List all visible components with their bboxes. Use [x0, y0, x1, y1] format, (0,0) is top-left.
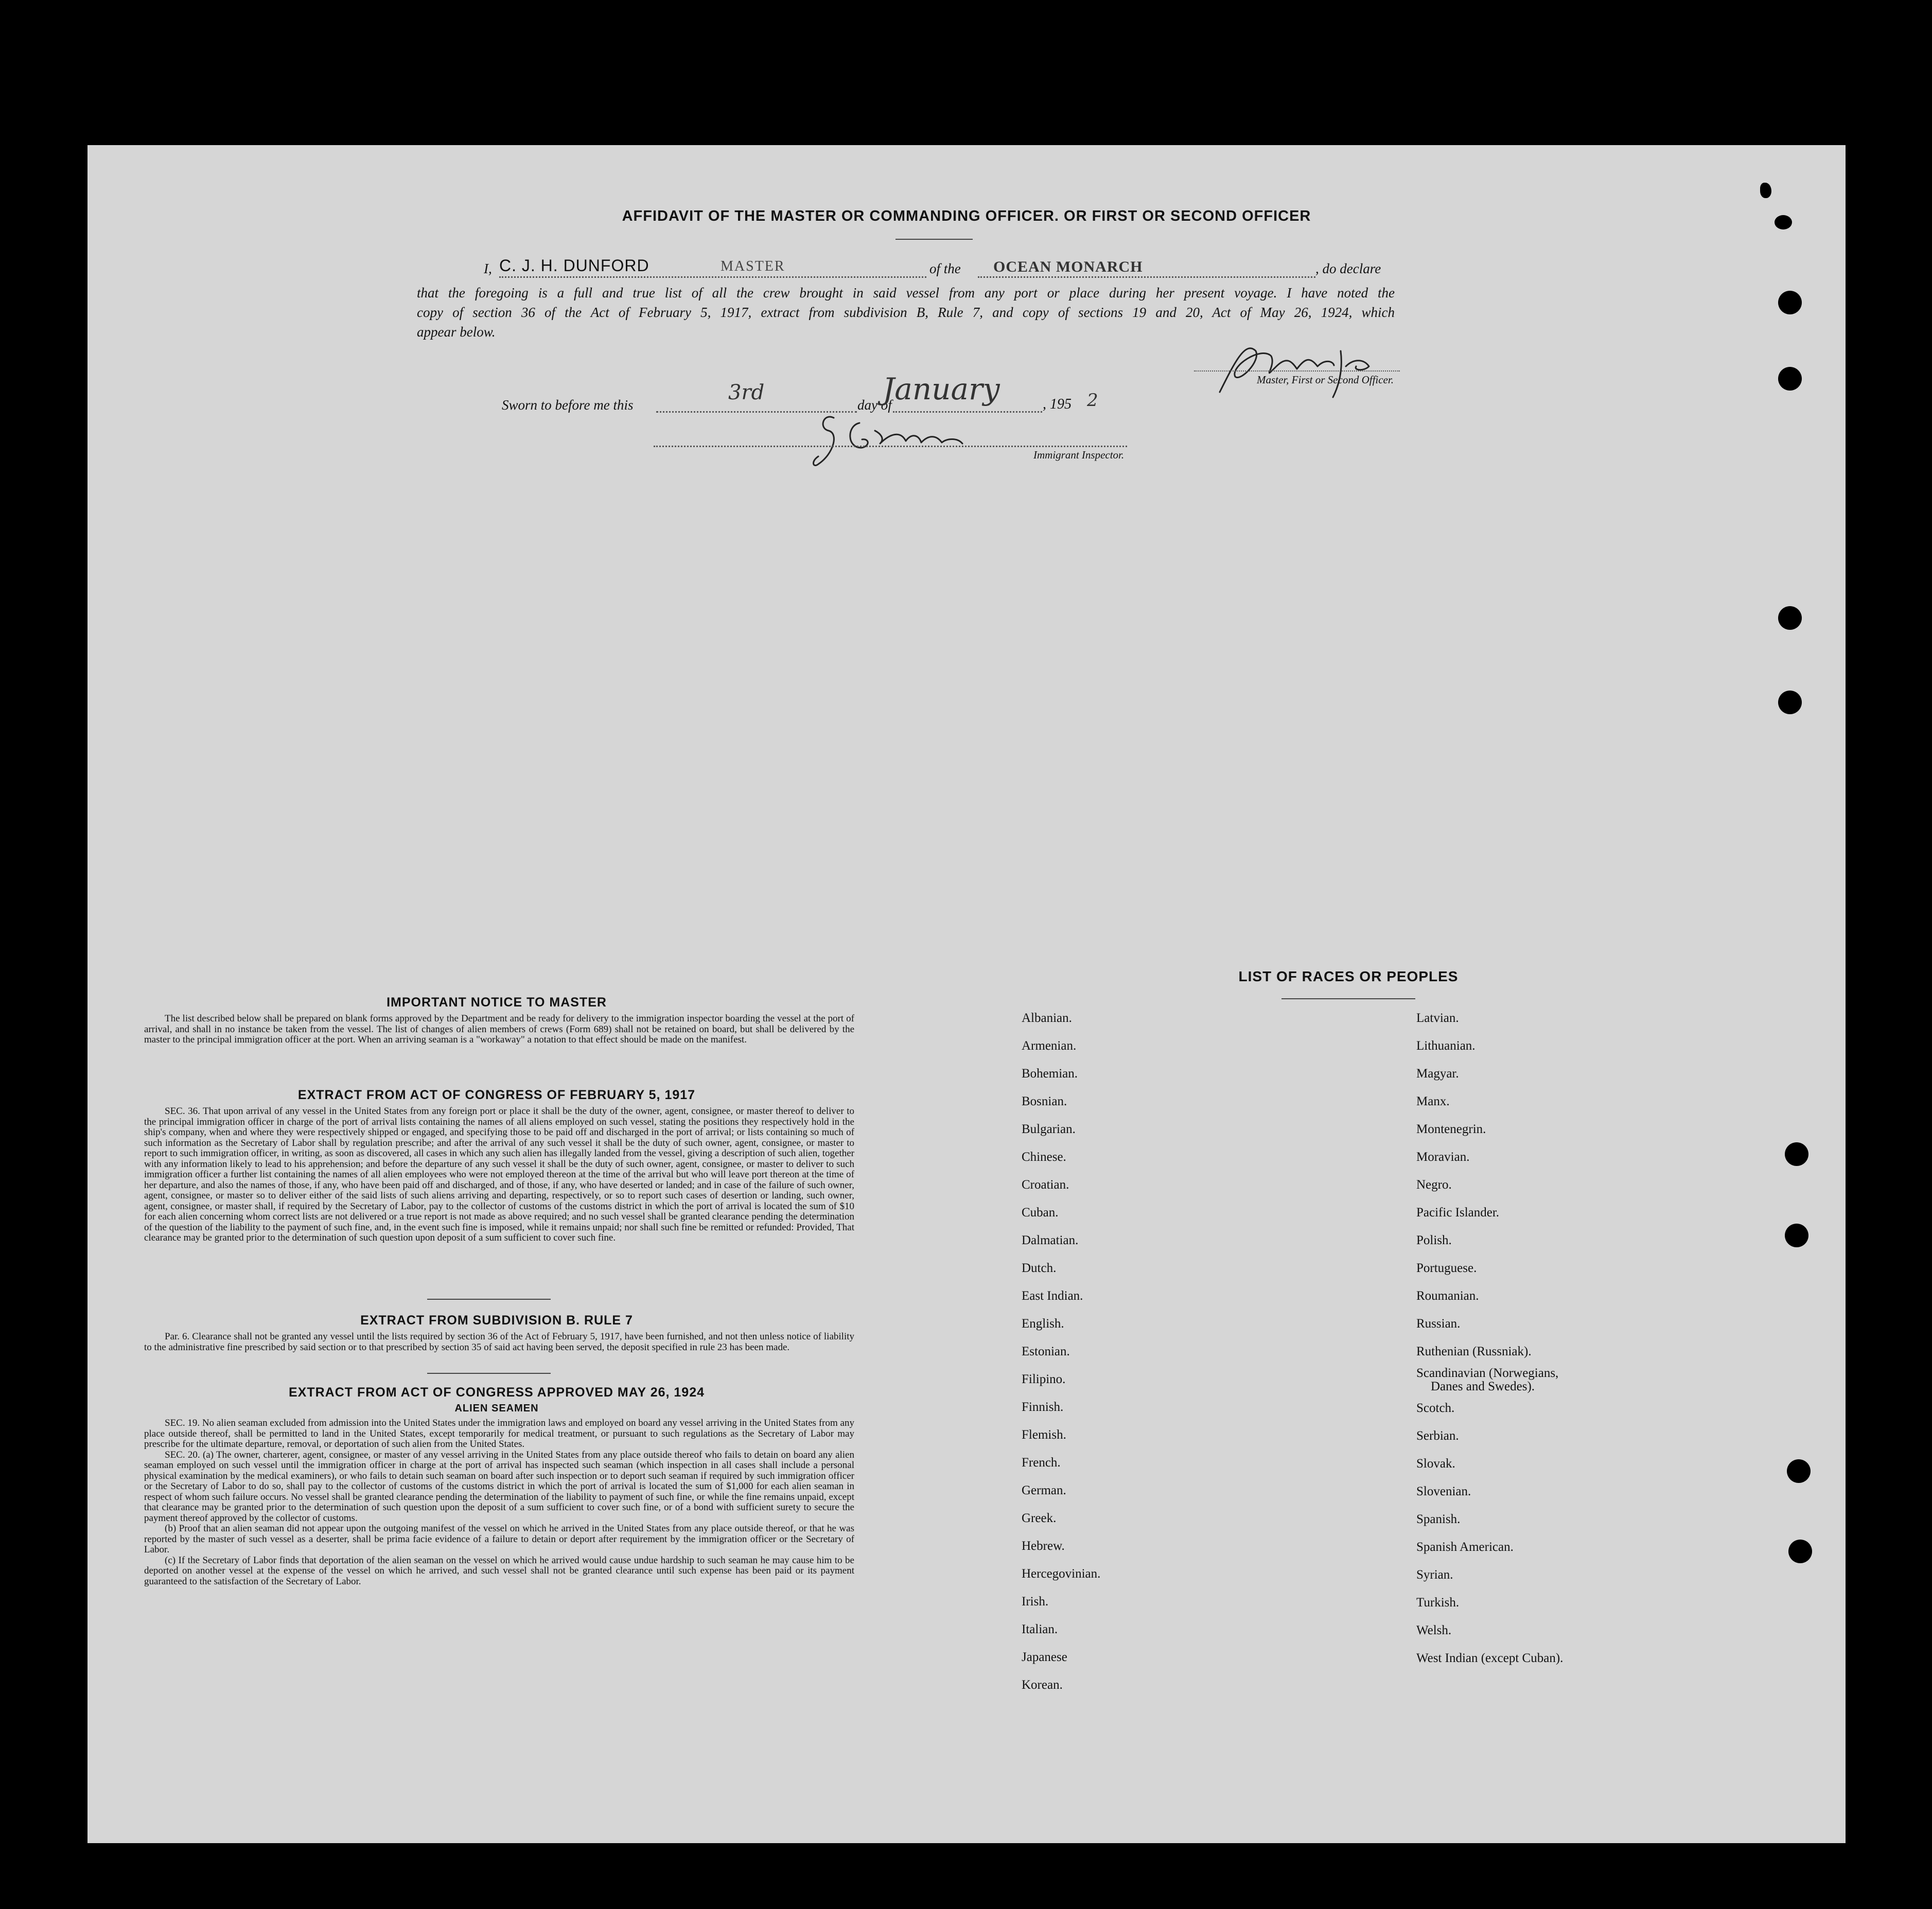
race-item: Portuguese. [1416, 1261, 1477, 1275]
race-item: Chinese. [1022, 1150, 1066, 1164]
binder-hole [1785, 1142, 1808, 1166]
race-item: East Indian. [1022, 1289, 1083, 1303]
notice-title: IMPORTANT NOTICE TO MASTER [387, 995, 607, 1010]
race-item: Hercegovinian. [1022, 1567, 1101, 1581]
ink-blot [1775, 215, 1792, 229]
form-page [87, 145, 1846, 1843]
race-item: Russian. [1416, 1317, 1461, 1331]
i-label: I, [484, 261, 492, 276]
race-item: Bosnian. [1022, 1094, 1067, 1108]
binder-hole [1778, 291, 1802, 314]
race-item: Negro. [1416, 1178, 1452, 1192]
section-36-paragraph: SEC. 36. That upon arrival of any vessel in the United States from any foreign port or place it shall be the duty of the owner, agent, consignee, or master thereof to deliver to the principal immigration officer in charge of the port of arrival lists containing the names of all aliens employed on such vessel, stating the positions they respectively hold in the ship's company, when and where they were respectively shipped or engaged, and specifying those to be paid off and discharged in the port of arrival; or lists containing so much of such information as the Secretary of Labor shall by regulation prescribe; and after the arrival of any such vessel it shall be the duty of such owner, agent, consignee, or master to report to such immigration officer, in writing, as soon as discovered, all cases in which any such alien has illegally landed from the vessel, giving a description of such alien, together with any information likely to lead to his apprehension; and before the departure of any such vessel it shall be the duty of such owner, agent, consignee, or master to deliver to such immigration officer a further list containing the names of all alien employees who were not employed thereon at the time of the arrival but who will leave port thereon at the time of her departure, and also the names of those, if any, who have been paid off and discharged, and of those, if any, who have deserted or landed; and in case of the failure of such owner, agent, consignee, or master so to deliver either of the said lists of such aliens arriving and departing, respectively, or so to report such cases of desertion or landing, such owner, agent, consignee, or master shall, if required by the Secretary of Labor, pay to the collector of customs of the customs district in which the port of arrival is located the sum of $10 for each alien concerning whom correct lists are not delivered or a true report is not made as above required; and no such vessel shall be granted clearance pending the determination of the question of the liability to the payment of such fine, and, in the event such fine is imposed, while it remains unpaid; nor shall such fine be remitted or refunded: Provided, That clearance may be granted prior to the determination of such question upon deposit of a sum sufficient to cover such fine. [144, 1106, 854, 1243]
race-item: Croatian. [1022, 1178, 1069, 1192]
race-item: Bohemian. [1022, 1067, 1078, 1081]
section-20b-paragraph: (b) Proof that an alien seaman did not appear upon the outgoing manifest of the vessel on which he arrived in the United States from any place outside thereof, or that he was reported by the master of such vessel as a deserter, shall be prima facie evidence of a failure to detain or deport after requirement by the immigration officer or the Secretary of Labor. [144, 1523, 854, 1555]
binder-hole [1778, 367, 1802, 391]
affidavit-line-3: appear below. [417, 324, 496, 340]
affidavit-line-2: copy of section 36 of the Act of February 5, 1917, extract from subdivision B, Rule 7, and copy of sections 19 and 20, Act of May 26, 1924, which [417, 305, 1395, 320]
sworn-day: 3rd [728, 381, 765, 404]
race-item: Welsh. [1416, 1623, 1452, 1637]
race-item [1416, 1366, 1563, 1394]
races-right-column [1416, 1004, 1563, 1672]
master-signature [1199, 330, 1415, 408]
race-item: Hebrew. [1022, 1539, 1065, 1553]
day-of-label: day of [857, 397, 892, 413]
race-item: Polish. [1416, 1233, 1452, 1247]
race-item: Estonian. [1022, 1345, 1070, 1358]
divider [427, 1299, 551, 1300]
race-item: Manx. [1416, 1094, 1450, 1108]
vessel-name: OCEAN MONARCH [993, 258, 1143, 275]
binder-hole [1778, 606, 1802, 630]
ink-blot [1760, 183, 1771, 198]
affidavit-line-1: that the foregoing is a full and true list of all the crew brought in said vessel from any port or place during her present voyage. I have noted the [417, 285, 1395, 301]
sworn-label: Sworn to before me this [502, 397, 634, 413]
section-20c-paragraph: (c) If the Secretary of Labor finds that deportation of the alien seaman on the vessel on which he arrived would cause undue hardship to such seaman he may cause him to be deported on another vessel at the expense of the vessel on which he arrived, and such vessel shall not be granted clearance until such expense has been paid or its payment guaranteed to the satisfaction of the Secretary of Labor. [144, 1554, 854, 1587]
race-item: German. [1022, 1483, 1066, 1497]
race-item: Pacific Islander. [1416, 1206, 1500, 1219]
sworn-month: January [883, 372, 1000, 406]
notice-paragraph: The list described below shall be prepared on blank forms approved by the Department and be ready for delivery to the immigration inspector boarding the vessel at the port of arrival, and shall in no instance be taken from the vessel. The list of changes of alien members of crews (Form 689) shall not be retained on board, but shall be delivered by the master to the principal immigration officer at the port. When an arriving seaman is a "workaway" a notation to that effect should be made on the manifest. [144, 1013, 854, 1045]
race-item: Armenian. [1022, 1039, 1077, 1053]
race-item: Flemish. [1022, 1428, 1066, 1442]
race-item: Syrian. [1416, 1568, 1453, 1582]
race-item: Dalmatian. [1022, 1233, 1079, 1247]
race-item: French. [1022, 1456, 1061, 1470]
extract-1924-title: EXTRACT FROM ACT OF CONGRESS APPROVED MAY 26, 1924 [288, 1385, 705, 1400]
notice-text [144, 1014, 854, 1046]
binder-hole [1787, 1459, 1811, 1483]
inspector-sign-line [654, 446, 1127, 447]
race-item: Japanese [1022, 1650, 1067, 1664]
race-item: Dutch. [1022, 1261, 1057, 1275]
race-item: Serbian. [1416, 1429, 1459, 1443]
year-digit: 2 [1087, 390, 1098, 411]
rule7-paragraph: Par. 6. Clearance shall not be granted any vessel until the lists required by section 36 of the Act of February 5, 1917, have been furnished, and not then unless notice of liability to the administrative fine prescribed by said section or to that prescribed by section 35 of said act having been served, the deposit specified in rule 23 has been made. [144, 1331, 854, 1353]
race-item: Italian. [1022, 1622, 1058, 1636]
races-title-underline [1281, 998, 1415, 999]
section-20a-paragraph: SEC. 20. (a) The owner, charterer, agent, consignee, or master of any vessel arriving in the United States from any place outside thereof who fails to detain on board any alien seaman employed on such vessel until the immigration officer in charge at the port of arrival has inspected such seaman (which inspection in all cases shall include a personal physical examination by the medical examiners), or who fails to detain such seaman on board after such inspection or to deport such seaman if required by such immigration officer or the Secretary of Labor to do so, shall pay to the collector of customs of the customs district in which the port of arrival is located the sum of $1,000 for each alien seaman in respect of whom such failure occurs. No vessel shall be granted clearance pending the determination of the liability to payment of such fine, or while the fine remains unpaid, except that clearance may be granted prior to the determination of such question upon the deposit of a sum sufficient to cover such fine, or of a bond with sufficient surety to secure the payment thereof approved by the collector of customs. [144, 1449, 854, 1524]
race-item: Scotch. [1416, 1401, 1455, 1415]
master-name: C. J. H. DUNFORD [499, 256, 649, 275]
vessel-fill-line [978, 276, 1315, 278]
race-item: Ruthenian (Russniak). [1416, 1345, 1532, 1358]
race-item: Magyar. [1416, 1067, 1459, 1081]
title-underline [895, 239, 973, 240]
year-prefix: , 195 [1043, 396, 1072, 412]
binder-hole [1785, 1224, 1808, 1247]
race-item: Slovak. [1416, 1457, 1455, 1471]
extract-1917-title: EXTRACT FROM ACT OF CONGRESS OF FEBRUARY 5, 1917 [297, 1088, 696, 1102]
race-item-scandinavian: Scandinavian (Norwegians, [1416, 1366, 1559, 1380]
race-item: Latvian. [1416, 1011, 1459, 1025]
rule7-text [144, 1332, 854, 1353]
race-item: Albanian. [1022, 1011, 1072, 1025]
rank-field: MASTER [721, 258, 785, 274]
race-item: Lithuanian. [1416, 1039, 1476, 1053]
race-item: Moravian. [1416, 1150, 1470, 1164]
divider [427, 1373, 551, 1374]
master-sign-line [1194, 370, 1400, 372]
inspector-signature [803, 402, 1070, 474]
race-item: Cuban. [1022, 1206, 1059, 1219]
rule7-title: EXTRACT FROM SUBDIVISION B. RULE 7 [360, 1313, 633, 1328]
races-title: LIST OF RACES OR PEOPLES [1238, 968, 1459, 984]
section-19-paragraph: SEC. 19. No alien seaman excluded from admission into the United States under the immigration laws and employed on board any vessel arriving in the United States from any place outside thereof, shall be permitted to land in the United States, except temporarily for medical treatment, or pursuant to such regulations as the Secretary of Labor may prescribe for the ultimate departure, removal, or deportation of such alien from the United States. [144, 1418, 854, 1450]
alien-seamen-subtitle: ALIEN SEAMEN [454, 1403, 539, 1414]
binder-hole [1778, 691, 1802, 714]
extract-1924-text [144, 1418, 854, 1587]
race-item: English. [1022, 1317, 1064, 1331]
race-item: Irish. [1022, 1595, 1049, 1608]
race-item: Turkish. [1416, 1596, 1460, 1610]
race-item: Bulgarian. [1022, 1122, 1076, 1136]
inspector-caption: Immigrant Inspector. [1033, 449, 1125, 461]
race-item: Filipino. [1022, 1372, 1066, 1386]
master-caption: Master, First or Second Officer. [1257, 374, 1394, 386]
race-item: Greek. [1022, 1511, 1057, 1525]
race-item: West Indian (except Cuban). [1416, 1651, 1564, 1665]
race-item: Slovenian. [1416, 1484, 1471, 1498]
race-item-scandinavian-cont: Danes and Swedes). [1431, 1380, 1535, 1393]
of-the-label: of the [929, 261, 961, 276]
race-item: Spanish. [1416, 1512, 1461, 1526]
affidavit-title: AFFIDAVIT OF THE MASTER OR COMMANDING OFFICER. OR FIRST OR SECOND OFFICER [622, 208, 1311, 224]
race-item: Roumanian. [1416, 1289, 1479, 1303]
race-item: Spanish American. [1416, 1540, 1514, 1554]
binder-hole [1788, 1540, 1812, 1563]
race-item: Finnish. [1022, 1400, 1064, 1414]
extract-1917-text [144, 1106, 854, 1244]
races-left-column [1022, 1004, 1100, 1699]
name-fill-line [499, 276, 926, 278]
race-item: Korean. [1022, 1678, 1063, 1692]
race-item: Montenegrin. [1416, 1122, 1486, 1136]
do-declare-label: , do declare [1315, 261, 1381, 276]
